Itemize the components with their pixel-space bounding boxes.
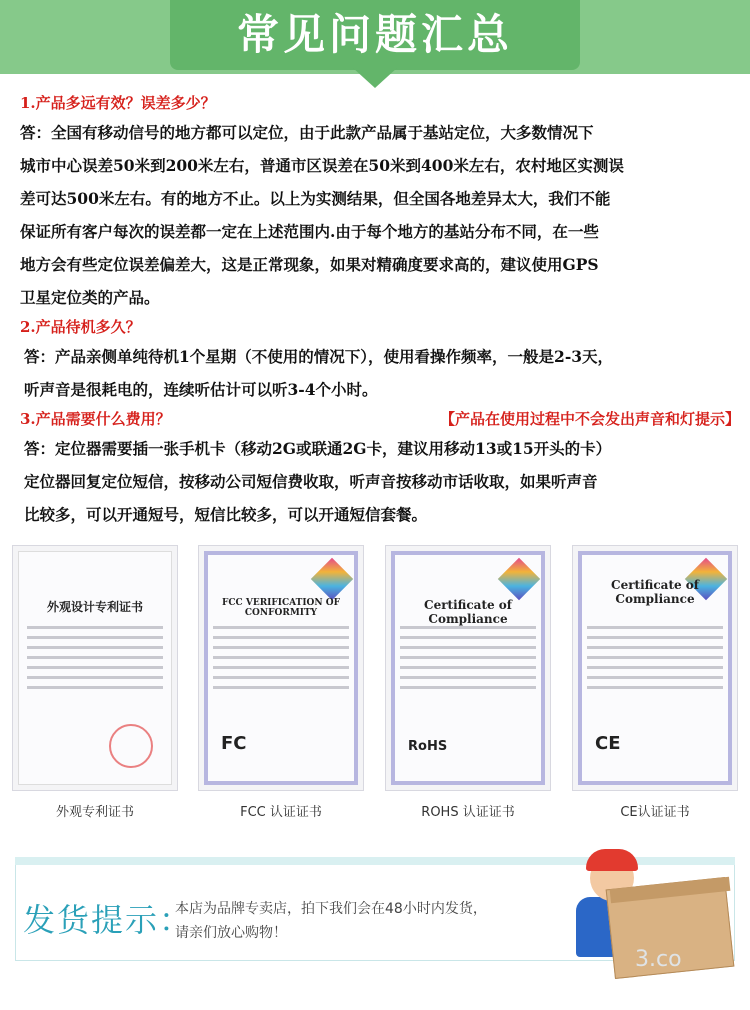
certificate-heading: 外观设计专利证书 — [46, 600, 143, 614]
answer-1-line: 保证所有客户每次的误差都一定在上述范围内.由于每个地方的基站分布不同，在一些 — [20, 222, 599, 241]
shipping-line-2: 请亲们放心购物！ — [175, 925, 287, 941]
page-title: 常见问题汇总 — [236, 10, 513, 59]
certificate-fcc — [198, 545, 364, 791]
question-2: 2.产品待机多久？ — [20, 318, 141, 336]
faq-section — [20, 90, 740, 531]
certificate-heading: FCC VERIFICATION OF CONFORMITY — [222, 598, 340, 618]
certificate-text-lines — [213, 626, 349, 696]
answer-2-line: 答：产品亲侧单纯待机1个星期（不使用的情况下），使用看操作频率，一般是2-3天， — [24, 347, 614, 366]
answer-1 — [20, 116, 740, 314]
certificate-text-lines — [27, 626, 163, 696]
question-1: 1.产品多远有效？误差多少？ — [20, 94, 216, 112]
certificate-caption: 外观专利证书 — [55, 805, 134, 820]
watermark: 3.co — [635, 947, 682, 972]
answer-3 — [20, 432, 740, 531]
answer-1-line: 答：全国有移动信号的地方都可以定位，由于此款产品属于基站定位，大多数情况下 — [20, 123, 594, 142]
certificate-caption: FCC 认证证书 — [240, 805, 322, 820]
answer-2-line: 听声音是很耗电的，连续听估计可以听3-4个小时。 — [24, 380, 378, 399]
certificates-row — [12, 545, 738, 820]
question-3: 3.产品需要什么费用？ — [20, 410, 171, 428]
certificate-caption: CE认证证书 — [620, 805, 690, 820]
shipping-text — [175, 897, 487, 945]
fcc-mark: FC — [221, 733, 247, 754]
question-3-note: 【产品在使用过程中不会发出声音和灯提示】 — [439, 410, 740, 428]
ce-mark: CE — [595, 733, 621, 754]
page-header — [0, 0, 750, 92]
shipping-title: 发货提示： — [23, 901, 194, 939]
certificate-rohs — [385, 545, 551, 791]
red-seal-stamp — [109, 724, 153, 768]
answer-1-line: 地方会有些定位误差偏差大，这是正常现象，如果对精确度要求高的，建议使用GPS — [20, 255, 599, 274]
header-notch — [353, 68, 397, 88]
answer-3-line: 答：定位器需要插一张手机卡（移动2G或联通2G卡，建议用移动13或15开头的卡） — [24, 439, 612, 458]
answer-3-line: 定位器回复定位短信，按移动公司短信费收取，听声音按移动市话收取，如果听声音 — [24, 472, 598, 491]
certificate-text-lines — [587, 626, 723, 696]
certificate-heading: Certificate of Compliance — [424, 598, 512, 626]
certificate-text-lines — [400, 626, 536, 696]
answer-1-line: 城市中心误差50米到200米左右，普通市区误差在50米到400米左右，农村地区实测误 — [20, 156, 624, 175]
certificate-ce — [572, 545, 738, 791]
answer-3-line: 比较多，可以开通短号，短信比较多，可以开通短信套餐。 — [24, 505, 428, 524]
answer-1-line: 卫星定位类的产品。 — [20, 288, 160, 307]
question-3-row — [20, 406, 740, 432]
answer-2 — [20, 340, 740, 406]
shipping-notice — [15, 845, 735, 985]
courier-cap — [586, 849, 638, 871]
certificate-heading: Certificate of Compliance — [611, 578, 699, 606]
certificate-caption: ROHS 认证证书 — [421, 805, 515, 820]
rohs-mark: RoHS — [408, 739, 448, 754]
shipping-line-1: 本店为品牌专卖店，拍下我们会在48小时内发货， — [175, 901, 487, 917]
certificate-patent — [12, 545, 178, 791]
answer-1-line: 差可达500米左右。有的地方不止。以上为实测结果，但全国各地差异太大，我们不能 — [20, 189, 611, 208]
